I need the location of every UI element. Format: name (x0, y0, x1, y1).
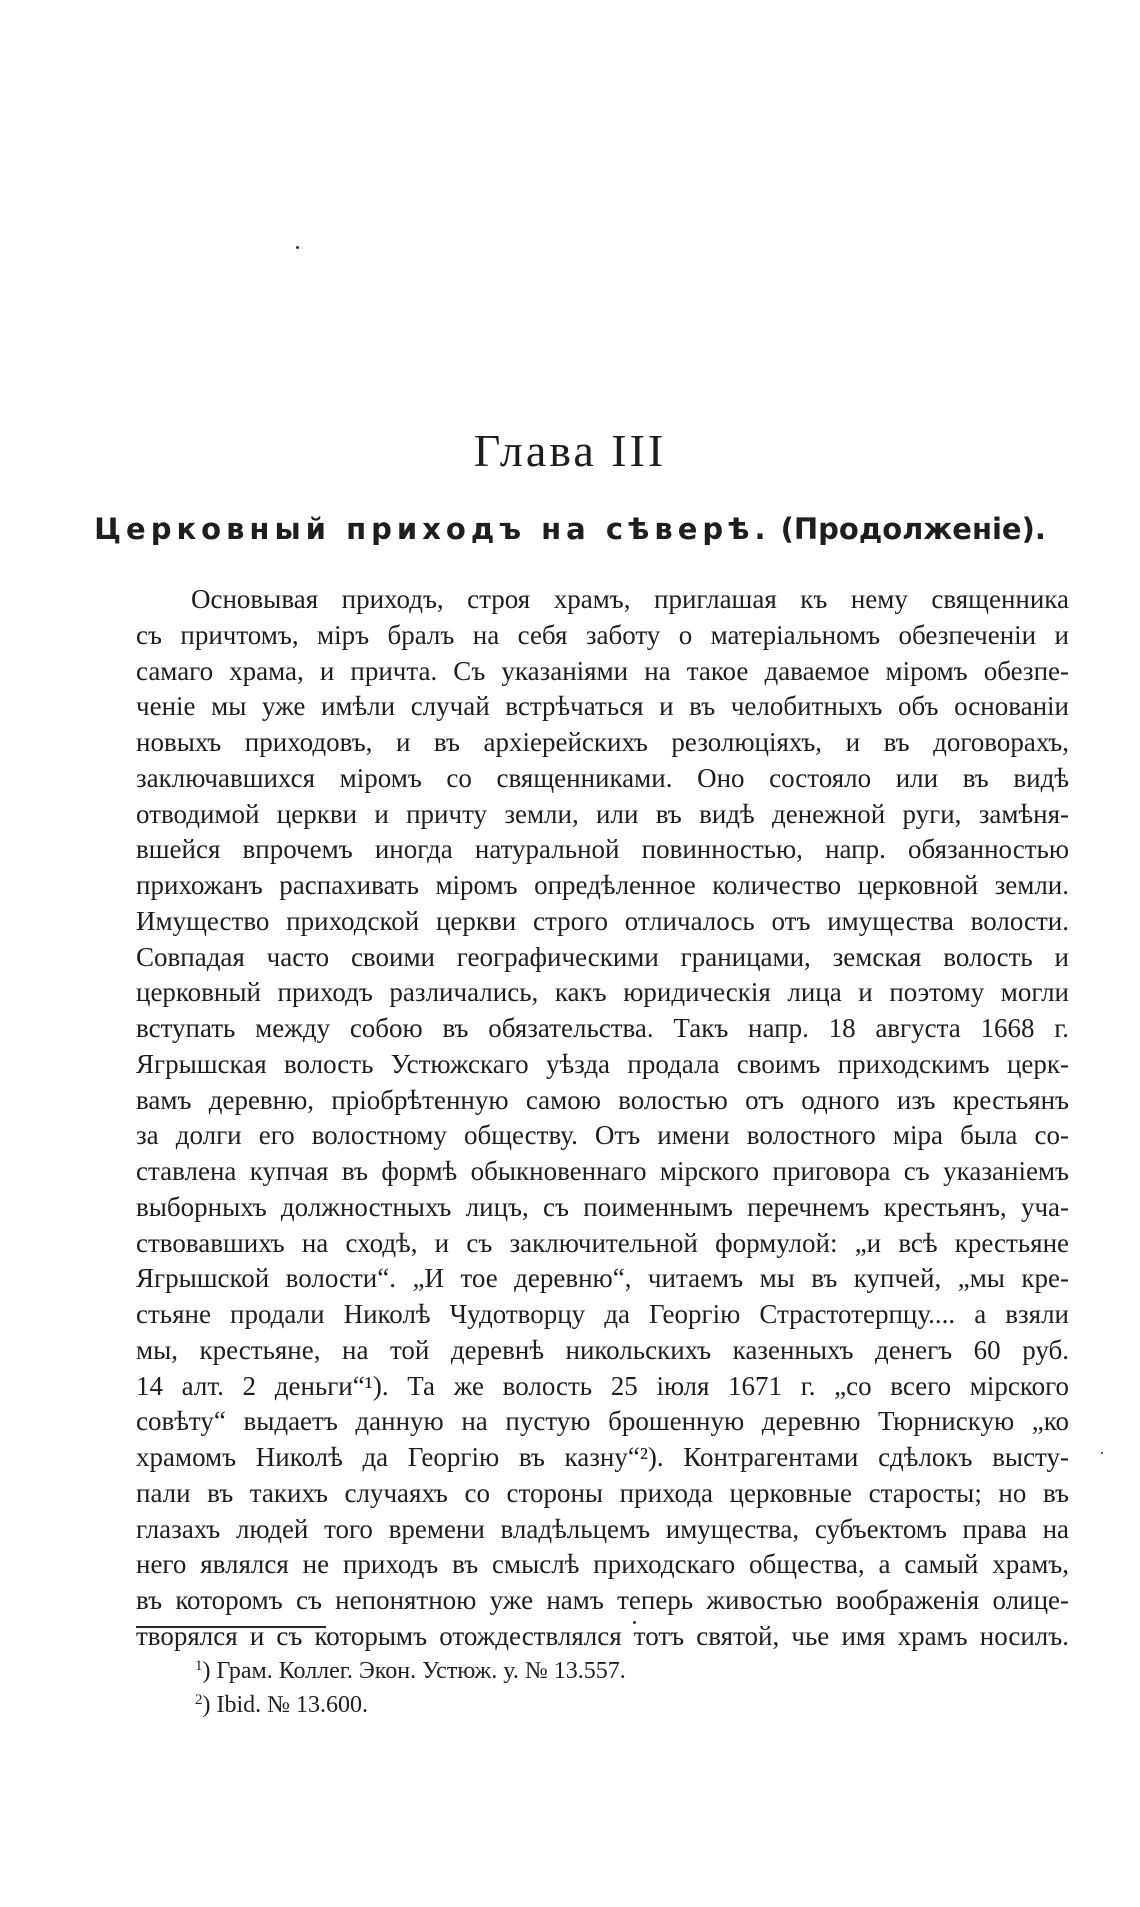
footnotes (195, 1649, 995, 1717)
body-line: глазахъ людей того времени владѣльцемъ имущества, субъектомъ права на (136, 1513, 1069, 1544)
body-line: Ягрышская волость Устюжскаго уѣзда продала своимъ приходскимъ церк- (136, 1048, 1069, 1079)
body-line: прихожанъ распахивать міромъ опредѣленное количество церковной земли. (136, 870, 1069, 900)
section-title-main: Церковный приходъ на сѣверѣ. (94, 512, 771, 546)
body-line: ствовавшихъ на сходѣ, и съ заключительной формулой: „и всѣ крестьяне (136, 1227, 1069, 1258)
body-line: Ягрышской волости“. „И тое деревню“, читаемъ мы въ купчей, „мы кре- (136, 1263, 1069, 1294)
footnote-text: ) Грам. Коллег. Экон. Устюж. у. № 13.557. (202, 1658, 626, 1684)
body-line: Имущество приходской церкви строго отличалось отъ имущества волости. (136, 905, 1069, 936)
body-line: творялся и съ которымъ отождествлялся тотъ святой, чье имя храмъ носилъ. (136, 1620, 1069, 1651)
body-line: въ которомъ съ непонятною уже намъ теперь живостью воображенія олице- (136, 1585, 1069, 1615)
body-line: самаго храма, и причта. Съ указаніями на такое даваемое міромъ обезпе- (136, 655, 1069, 686)
footnote (195, 1649, 995, 1683)
body-line: вамъ деревню, пріобрѣтенную самою волостью отъ одного изъ крестьянъ (136, 1084, 1069, 1115)
footnote-marker: 2 (195, 1692, 203, 1708)
body-line: 14 алт. 2 деньги“¹). Та же волость 25 іюля 1671 г. „со всего мірского (136, 1370, 1069, 1401)
body-line: за долги его волостному обществу. Отъ имени волостного міра была со- (136, 1120, 1069, 1151)
print-speck (1101, 1452, 1103, 1454)
body-text (136, 582, 1069, 1655)
body-line: храмомъ Николѣ да Георгію въ казну“²). Контрагентами сдѣлокъ высту- (136, 1442, 1069, 1472)
body-line: Совпадая часто своими географическими границами, земская волость и (136, 941, 1069, 972)
body-line: ченіе мы уже имѣли случай встрѣчаться и въ челобитныхъ объ основаніи (136, 691, 1069, 722)
body-line: новыхъ приходовъ, и въ архіерейскихъ резолюціяхъ, и въ договорахъ, (136, 727, 1069, 757)
body-line: выборныхъ должностныхъ лицъ, съ поименнымъ перечнемъ крестьянъ, уча- (136, 1191, 1069, 1222)
footnote-divider (136, 1626, 326, 1628)
body-line: мы, крестьяне, на той деревнѣ никольскихъ казенныхъ денегъ 60 руб. (136, 1334, 1069, 1365)
footnote-marker: 1 (195, 1658, 203, 1674)
body-line: стьяне продали Николѣ Чудотворцу да Георгію Страстотерпцу.... а взяли (136, 1299, 1069, 1329)
body-line: ставлена купчая въ формѣ обыкновеннаго мірского приговора съ указаніемъ (136, 1156, 1069, 1186)
body-line: совѣту“ выдаетъ данную на пустую брошенную деревню Тюрнискую „ко (136, 1406, 1069, 1437)
print-speck (296, 246, 299, 249)
body-line: церковный приходъ различались, какъ юридическія лица и поэтому могли (136, 977, 1069, 1008)
body-line: вступать между собою въ обязательства. Такъ напр. 18 августа 1668 г. (136, 1013, 1069, 1043)
body-line: заключавшихся міромъ со священниками. Оно состояло или въ видѣ (136, 762, 1069, 793)
body-line: съ причтомъ, міръ бралъ на себя заботу о матеріальномъ обезпеченіи и (136, 619, 1069, 650)
body-line: вшейся впрочемъ иногда натуральной повинностью, напр. обязанностью (136, 834, 1069, 865)
body-line: пали въ такихъ случаяхъ со стороны прихода церковные старосты; но въ (136, 1477, 1069, 1508)
footnote-text: ) Ibid. № 13.600. (202, 1692, 369, 1718)
body-line: Основывая приходъ, строя храмъ, приглашая къ нему священника (191, 584, 1069, 614)
body-line: отводимой церкви и причту земли, или въ видѣ денежной руги, замѣня- (136, 798, 1069, 829)
section-title (0, 512, 1140, 546)
section-title-continuation: (Продолженіе). (780, 512, 1046, 546)
body-line: него являлся не приходъ въ смыслѣ приходскаго общества, а самый храмъ, (136, 1549, 1069, 1580)
chapter-heading: Глава III (473, 425, 667, 476)
footnote (195, 1683, 995, 1717)
